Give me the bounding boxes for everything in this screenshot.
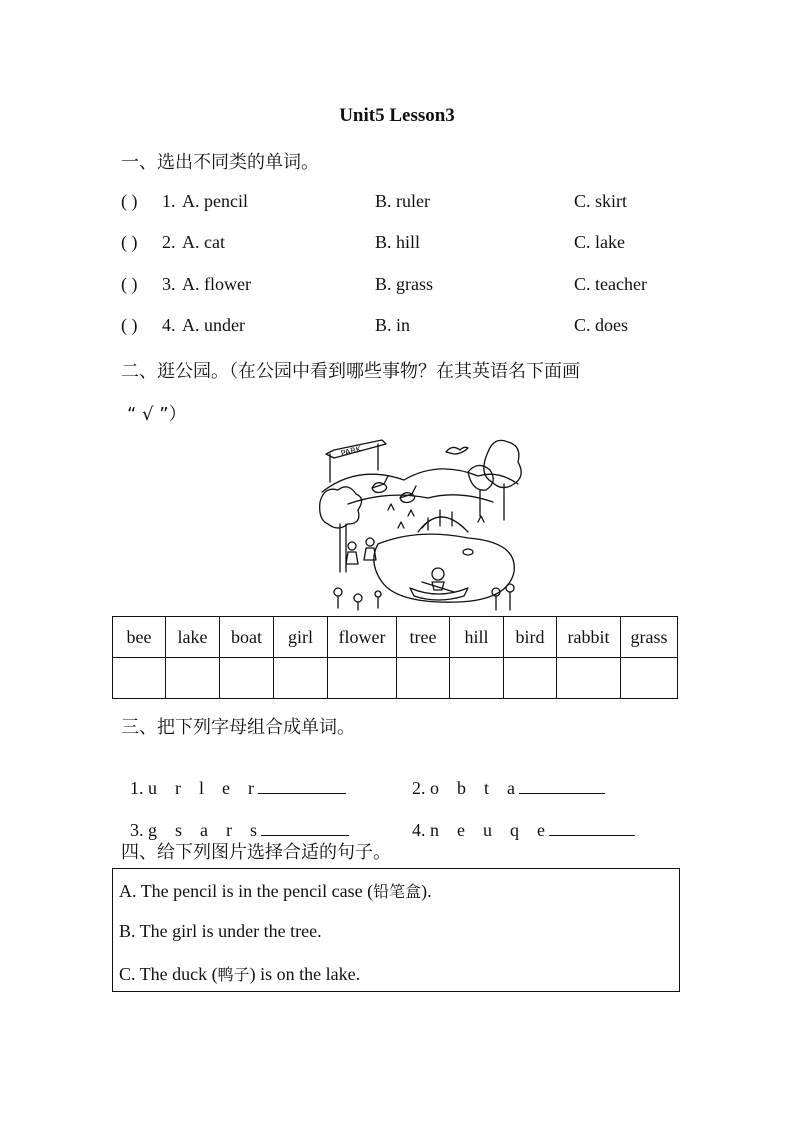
sentence-text: A. The pencil is in the pencil case ( — [119, 881, 374, 901]
answer-cell[interactable] — [397, 658, 450, 699]
word-cell: hill — [450, 617, 504, 658]
word-cell: rabbit — [557, 617, 621, 658]
question-3-number: 3. — [162, 274, 176, 294]
sentence-c — [119, 962, 360, 985]
section1-heading: 一、选出不同类的单词。 — [121, 152, 319, 173]
lake — [374, 534, 514, 602]
park-illustration — [318, 432, 530, 612]
question-3-paren[interactable]: ( ) — [121, 274, 138, 294]
bee — [463, 549, 473, 555]
bird — [446, 447, 468, 454]
question-1-option-a: A. pencil — [182, 191, 248, 211]
scramble-item-2 — [403, 756, 605, 799]
word-cell: girl — [274, 617, 328, 658]
rabbit — [372, 476, 388, 493]
answer-cell[interactable] — [220, 658, 274, 699]
sentence-b — [119, 921, 322, 942]
scramble-item-1 — [121, 756, 346, 799]
answer-cell[interactable] — [113, 658, 166, 699]
boat — [410, 568, 468, 600]
answer-row — [113, 658, 678, 699]
question-1-option-c: C. skirt — [574, 191, 628, 211]
sentence-text: C. The duck ( — [119, 964, 218, 984]
answer-cell[interactable] — [328, 658, 397, 699]
park-sign-text: PARK — [339, 444, 363, 459]
question-3-option-c: C. teacher — [574, 274, 647, 294]
answer-cell[interactable] — [166, 658, 220, 699]
word-cell: bee — [113, 617, 166, 658]
girl — [346, 538, 376, 564]
question-2-number: 2. — [162, 232, 176, 252]
section4-heading: 四、给下列图片选择合适的句子。 — [121, 842, 391, 863]
answer-cell[interactable] — [274, 658, 328, 699]
answer-cell[interactable] — [557, 658, 621, 699]
word-cell: flower — [328, 617, 397, 658]
word-cell: tree — [397, 617, 450, 658]
sentence-a — [119, 879, 432, 902]
scramble-item-4 — [403, 798, 635, 841]
question-1-option-b: B. ruler — [375, 191, 430, 211]
section2-heading-line2: “ √ ”） — [127, 404, 187, 425]
question-1-paren[interactable]: ( ) — [121, 191, 138, 211]
word-table — [112, 616, 678, 699]
bridge — [418, 510, 468, 532]
tree-right — [468, 440, 521, 520]
question-4-option-b: B. in — [375, 315, 411, 335]
question-1-number: 1. — [162, 191, 176, 211]
word-row — [113, 617, 678, 658]
sentence-text: B. The girl is under the tree. — [119, 921, 322, 941]
answer-blank[interactable] — [261, 819, 349, 836]
sentence-box — [112, 868, 680, 992]
section3-heading: 三、把下列字母组合成单词。 — [121, 717, 355, 738]
grass — [388, 504, 484, 528]
scramble-letters: 2. o b t a — [412, 778, 515, 798]
question-4-option-c: C. does — [574, 315, 628, 335]
sentence-cn: 鸭子 — [217, 965, 250, 984]
answer-blank[interactable] — [258, 777, 346, 794]
question-3-option-b: B. grass — [375, 274, 433, 294]
word-cell: bird — [504, 617, 557, 658]
word-cell: lake — [166, 617, 220, 658]
tree-left — [320, 487, 362, 572]
scramble-letters: 4. n e u q e — [412, 820, 545, 840]
answer-cell[interactable] — [504, 658, 557, 699]
answer-cell[interactable] — [621, 658, 678, 699]
section2-heading-line1: 二、逛公园。（在公园中看到哪些事物？在其英语名下面画 — [121, 361, 580, 382]
scramble-letters: 1. u r l e r — [130, 778, 254, 798]
page-title: Unit5 Lesson3 — [339, 105, 455, 126]
word-cell: grass — [621, 617, 678, 658]
answer-cell[interactable] — [450, 658, 504, 699]
scramble-letters: 3. g s a r s — [130, 820, 257, 840]
sentence-cn: 铅笔盒 — [373, 882, 422, 901]
question-4-option-a: A. under — [182, 315, 245, 335]
question-4-paren[interactable]: ( ) — [121, 315, 138, 335]
question-3-option-a: A. flower — [182, 274, 251, 294]
question-2-paren[interactable]: ( ) — [121, 232, 138, 252]
question-2-option-a: A. cat — [182, 232, 225, 252]
answer-blank[interactable] — [549, 819, 635, 836]
sentence-text: ). — [421, 881, 432, 901]
question-2-option-c: C. lake — [574, 232, 625, 252]
question-4-number: 4. — [162, 315, 176, 335]
question-2-option-b: B. hill — [375, 232, 421, 252]
word-cell: boat — [220, 617, 274, 658]
answer-blank[interactable] — [519, 777, 605, 794]
sentence-text: ) is on the lake. — [249, 964, 361, 984]
scramble-item-3 — [121, 798, 349, 841]
